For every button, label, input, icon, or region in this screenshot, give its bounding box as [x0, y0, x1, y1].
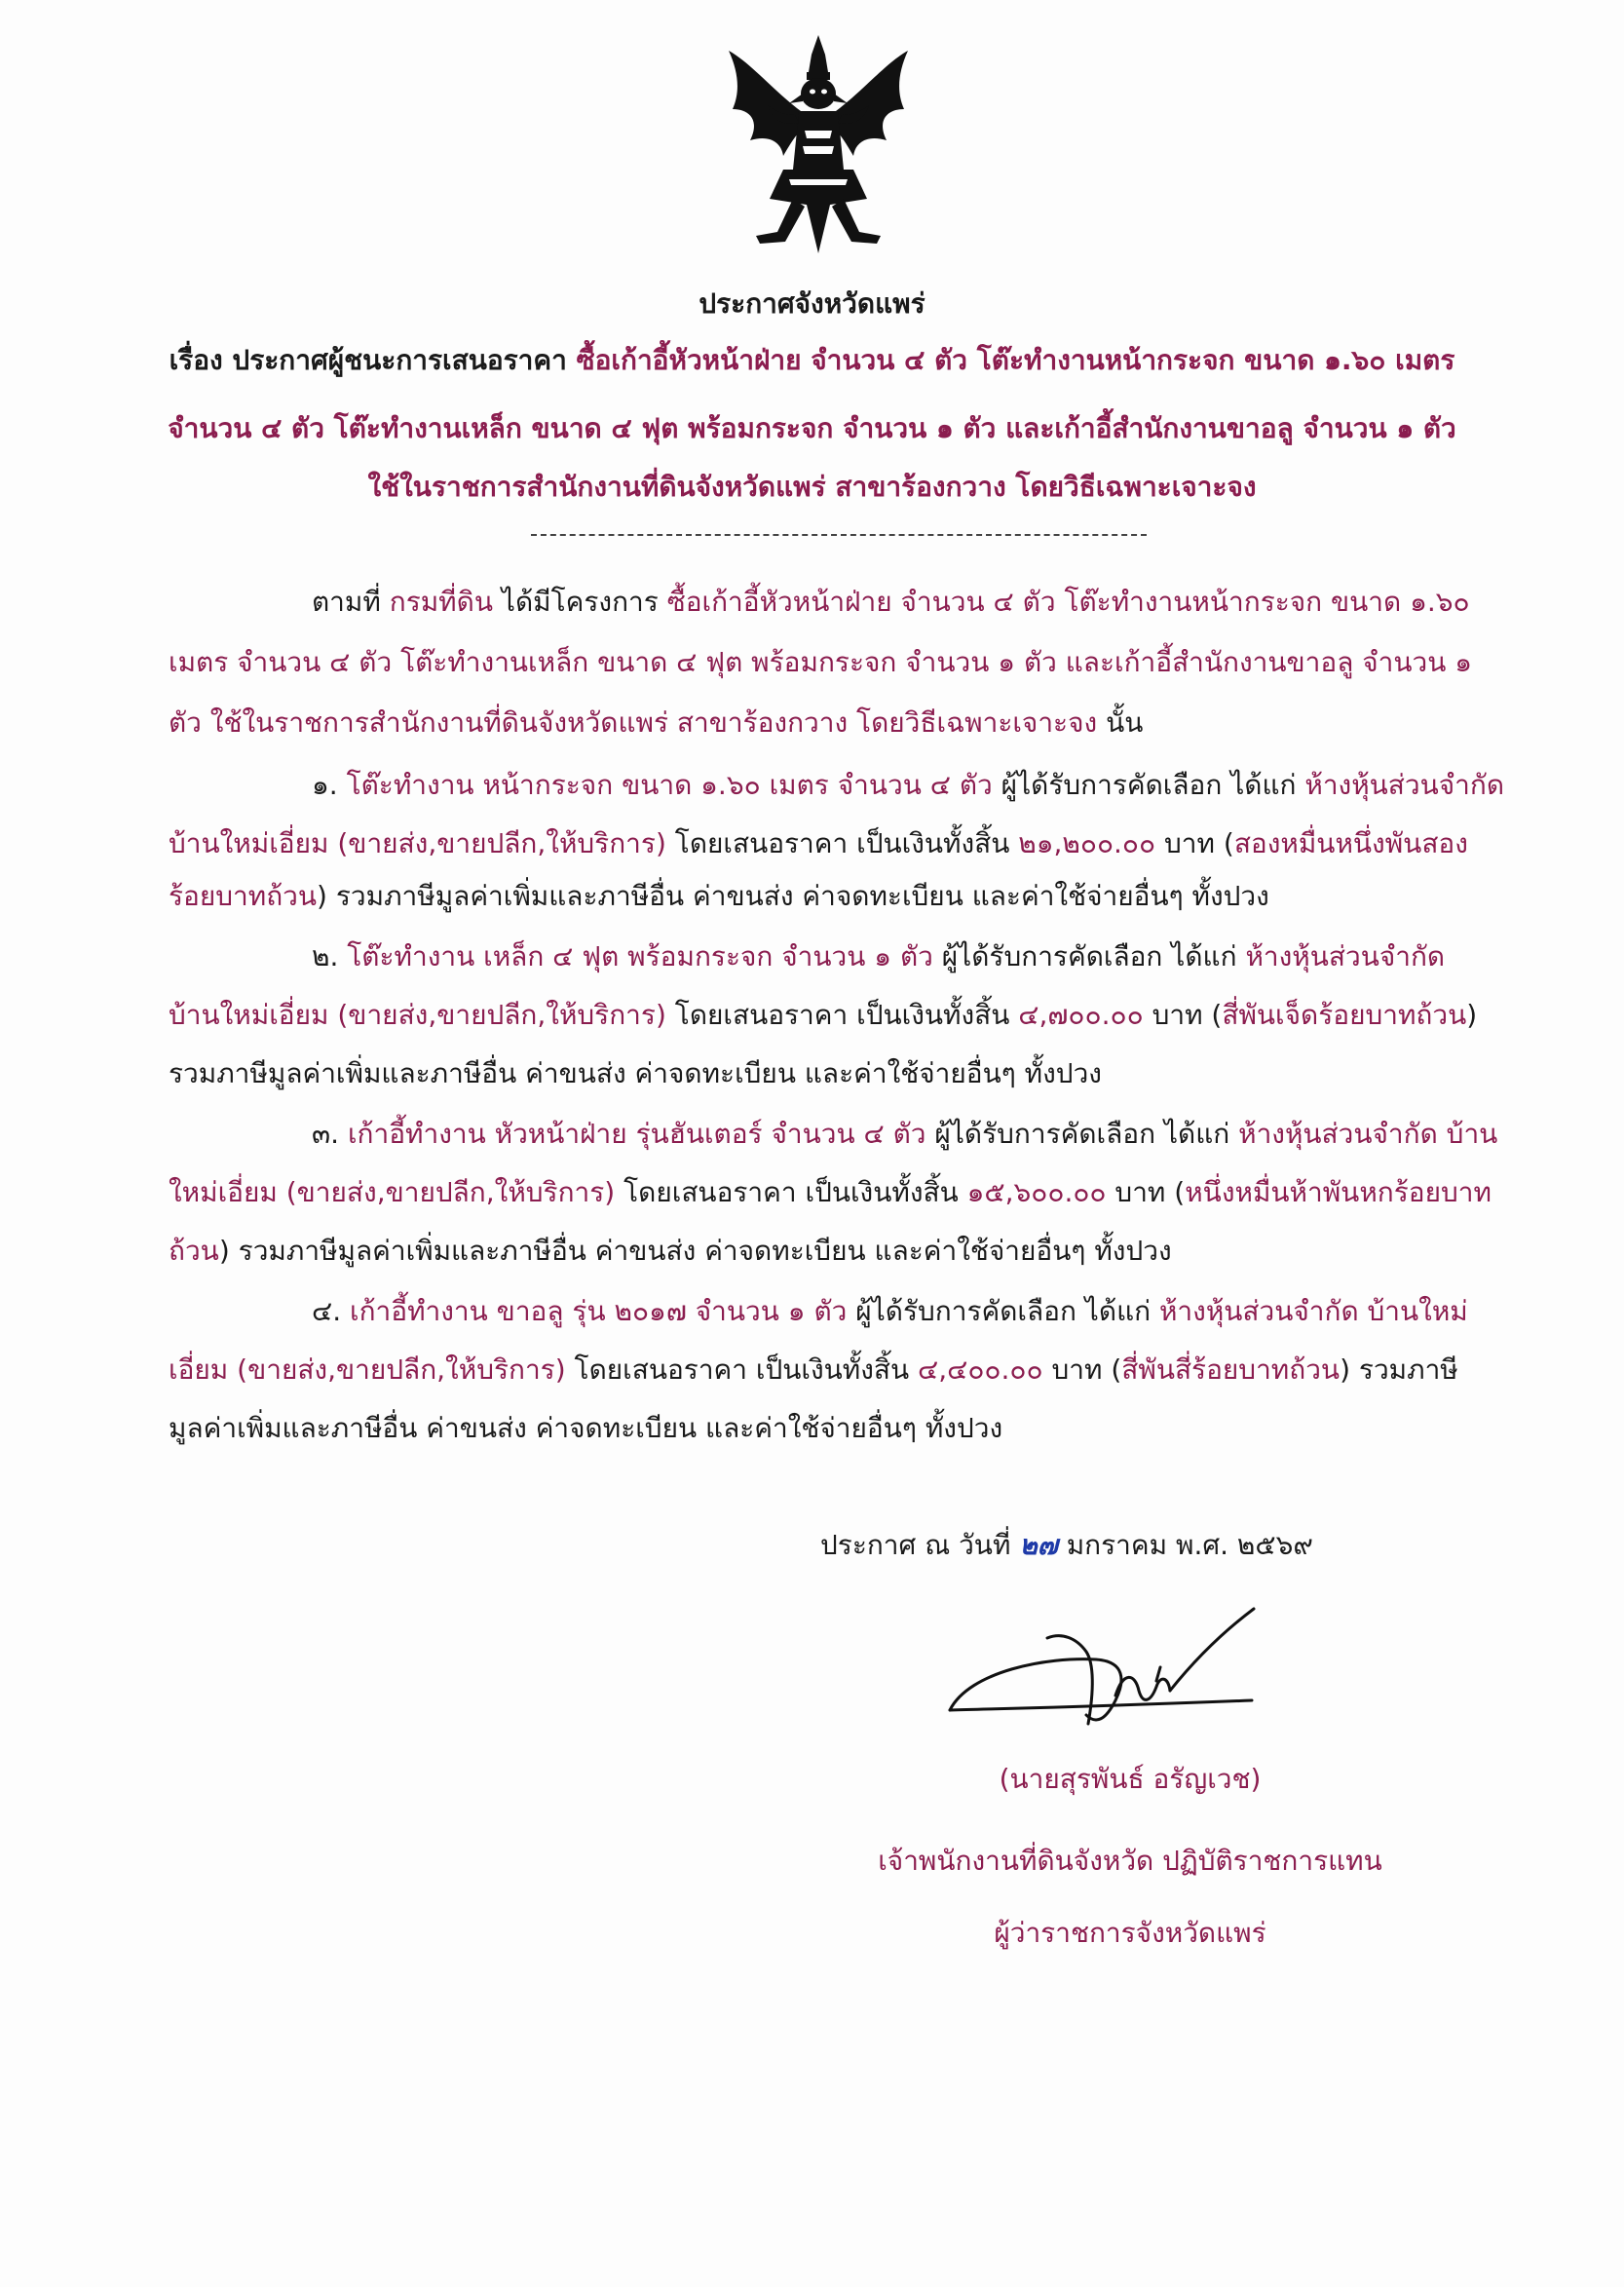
intro-text: ได้มีโครงการ: [492, 586, 667, 618]
item-text: ) รวมภาษีมูลค่าเพิ่มและภาษีอื่น ค่าขนส่ง ค่าจดทะเบียน และค่าใช้จ่ายอื่นๆ ทั้งปวง: [218, 1235, 1172, 1267]
divider: [531, 534, 1147, 536]
item-text: โดยเสนอราคา เป็นเงินทั้งสิ้น: [665, 999, 1019, 1031]
item-4-line-2: [169, 1351, 1458, 1390]
intro-department: กรมที่ดิน: [389, 586, 493, 618]
item-text: ): [1466, 999, 1478, 1031]
item-3-line-2: [169, 1173, 1492, 1212]
subject-prefix: เรื่อง ประกาศผู้ชนะการเสนอราคา: [169, 344, 577, 376]
item-1-line-1: [312, 766, 1504, 805]
item-vendor: ห้างหุ้นส่วนจำกัด บ้าน: [1238, 1118, 1498, 1150]
agency-title: ประกาศจังหวัดแพร่: [699, 287, 925, 320]
item-amount: ๔,๔๐๐.๐๐: [918, 1353, 1043, 1386]
item-2-line-3: รวมภาษีมูลค่าเพิ่มและภาษีอื่น ค่าขนส่ง ค่าจดทะเบียน และค่าใช้จ่ายอื่นๆ ทั้งปวง: [169, 1057, 1102, 1089]
item-vendor: ห้างหุ้นส่วนจำกัด: [1304, 769, 1505, 801]
subject-line-3: ใช้ในราชการสำนักงานที่ดินจังหวัดแพร่ สาขาร้องกวาง โดยวิธีเฉพาะเจาะจง: [367, 471, 1257, 503]
item-text: บาท (: [1042, 1353, 1122, 1386]
item-3-line-1: [312, 1115, 1497, 1154]
item-2-line-1: [312, 937, 1445, 976]
item-amount-words: ร้อยบาทถ้วน: [169, 880, 318, 912]
signer-authority: ผู้ว่าราชการจังหวัดแพร่: [994, 1917, 1266, 1949]
item-amount-words: หนึ่งหมื่นห้าพันหกร้อยบาท: [1185, 1176, 1492, 1208]
intro-project: ตัว ใช้ในราชการสำนักงานที่ดินจังหวัดแพร่ สาขาร้องกวาง โดยวิธีเฉพาะเจาะจง: [169, 706, 1098, 739]
item-4-line-1: [312, 1292, 1468, 1331]
item-text: โดยเสนอราคา เป็นเงินทั้งสิ้น: [615, 1176, 967, 1208]
subject-line-2: จำนวน ๔ ตัว โต๊ะทำงานเหล็ก ขนาด ๔ ฟุต พร้อมกระจก จำนวน ๑ ตัว และเก้าอี้สำนักงานขาอลู จำนวน ๑ ตัว: [168, 412, 1456, 444]
item-amount: ๑๕,๖๐๐.๐๐: [966, 1176, 1107, 1208]
date-month-year: มกราคม พ.ศ. ๒๕๖๙: [1057, 1529, 1313, 1561]
signer-position: เจ้าพนักงานที่ดินจังหวัด ปฏิบัติราชการแทน: [878, 1845, 1382, 1877]
intro-line-1: [312, 583, 1470, 622]
item-vendor: ห้างหุ้นส่วนจำกัด บ้านใหม่: [1158, 1295, 1468, 1327]
item-2-line-2: [169, 996, 1477, 1035]
item-number: ๔.: [312, 1295, 350, 1327]
item-vendor: เอี่ยม (ขายส่ง,ขายปลีก,ให้บริการ): [169, 1353, 566, 1386]
item-text: โดยเสนอราคา เป็นเงินทั้งสิ้น: [565, 1353, 919, 1386]
item-3-line-3: [169, 1232, 1172, 1271]
item-description: เก้าอี้ทำงาน ขาอลู รุ่น ๒๐๑๗ จำนวน ๑ ตัว: [350, 1295, 848, 1327]
signer-name: (นายสุรพันธ์ อรัญเวช): [999, 1763, 1262, 1795]
intro-line-3: [169, 704, 1143, 743]
item-description: เก้าอี้ทำงาน หัวหน้าฝ่าย รุ่นฮันเตอร์ จำนวน ๔ ตัว: [347, 1118, 926, 1150]
item-text: บาท (: [1155, 827, 1234, 859]
item-text: ผู้ได้รับการคัดเลือก ได้แก่: [992, 769, 1305, 801]
item-amount-words: สองหมื่นหนึ่งพันสอง: [1233, 827, 1468, 859]
item-amount: ๔,๗๐๐.๐๐: [1018, 999, 1144, 1031]
subject-text-1: ซื้อเก้าอี้หัวหน้าฝ่าย จำนวน ๔ ตัว โต๊ะทำงานหน้ากระจก ขนาด ๑.๖๐ เมตร: [576, 344, 1455, 376]
intro-project: ซื้อเก้าอี้หัวหน้าฝ่าย จำนวน ๔ ตัว โต๊ะทำงานหน้ากระจก ขนาด ๑.๖๐: [666, 586, 1470, 618]
item-1-line-3: [169, 877, 1269, 916]
item-amount-words: สี่พันเจ็ดร้อยบาทถ้วน: [1222, 999, 1467, 1031]
item-amount-words: ถ้วน: [169, 1235, 219, 1267]
item-number: ๒.: [312, 940, 348, 972]
date-prefix: ประกาศ ณ วันที่: [820, 1529, 1020, 1561]
handwritten-signature-icon: [930, 1603, 1310, 1739]
item-text: ผู้ได้รับการคัดเลือก ได้แก่: [925, 1118, 1239, 1150]
subject-line-1: [0, 341, 1624, 380]
intro-text: นั้น: [1097, 706, 1144, 739]
item-text: ผู้ได้รับการคัดเลือก ได้แก่: [932, 940, 1246, 972]
item-amount: ๒๑,๒๐๐.๐๐: [1018, 827, 1156, 859]
item-text: บาท (: [1106, 1176, 1186, 1208]
item-4-line-3: มูลค่าเพิ่มและภาษีอื่น ค่าขนส่ง ค่าจดทะเบียน และค่าใช้จ่ายอื่นๆ ทั้งปวง: [169, 1412, 1003, 1444]
item-text: ผู้ได้รับการคัดเลือก ได้แก่: [847, 1295, 1159, 1327]
item-text: ) รวมภาษี: [1340, 1353, 1458, 1386]
garuda-emblem-icon: [721, 33, 916, 255]
intro-line-2: เมตร จำนวน ๔ ตัว โต๊ะทำงานเหล็ก ขนาด ๔ ฟุต พร้อมกระจก จำนวน ๑ ตัว และเก้าอี้สำนักงานขาอลู จำนวน ๑: [169, 646, 1473, 678]
item-1-line-2: [169, 824, 1468, 863]
item-number: ๓.: [312, 1118, 348, 1150]
item-amount-words: สี่พันสี่ร้อยบาทถ้วน: [1121, 1353, 1341, 1386]
item-vendor: บ้านใหม่เอี่ยม (ขายส่ง,ขายปลีก,ให้บริการ): [169, 827, 666, 859]
intro-text: ตามที่: [312, 586, 390, 618]
date-day: ๒๗: [1019, 1529, 1058, 1561]
item-text: โดยเสนอราคา เป็นเงินทั้งสิ้น: [665, 827, 1019, 859]
item-description: โต๊ะทำงาน หน้ากระจก ขนาด ๑.๖๐ เมตร จำนวน ๔ ตัว: [346, 769, 993, 801]
item-vendor: ใหม่เอี่ยม (ขายส่ง,ขายปลีก,ให้บริการ): [169, 1176, 616, 1208]
item-text: บาท (: [1143, 999, 1223, 1031]
item-number: ๑.: [312, 769, 347, 801]
item-vendor: บ้านใหม่เอี่ยม (ขายส่ง,ขายปลีก,ให้บริการ): [169, 999, 666, 1031]
item-description: โต๊ะทำงาน เหล็ก ๔ ฟุต พร้อมกระจก จำนวน ๑ ตัว: [347, 940, 933, 972]
item-vendor: ห้างหุ้นส่วนจำกัด: [1245, 940, 1446, 972]
item-text: ) รวมภาษีมูลค่าเพิ่มและภาษีอื่น ค่าขนส่ง ค่าจดทะเบียน และค่าใช้จ่ายอื่นๆ ทั้งปวง: [317, 880, 1269, 912]
date-line: [820, 1526, 1313, 1565]
